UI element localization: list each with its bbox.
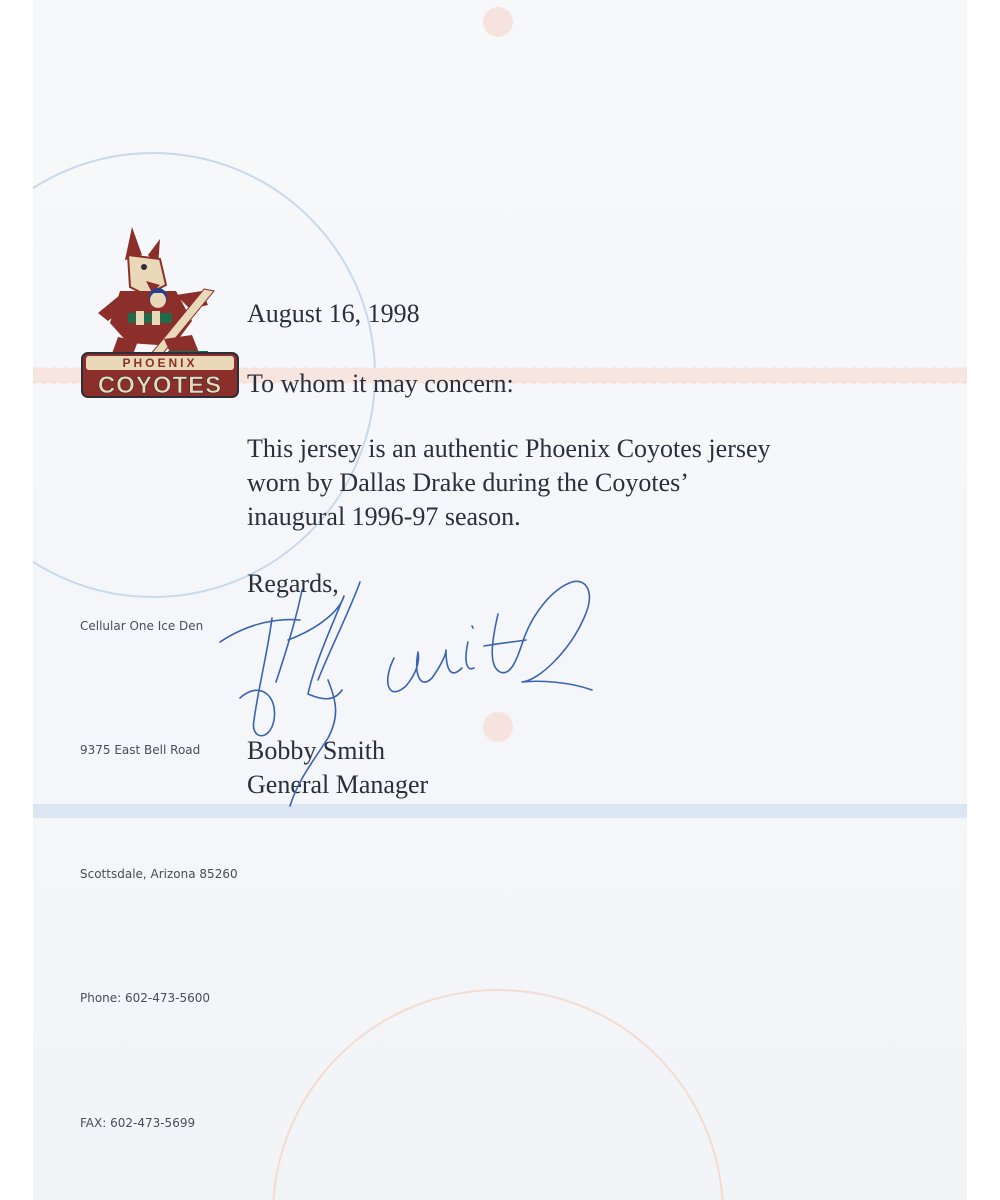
wordmark-bottom: COYOTES xyxy=(97,372,223,399)
signer-name: Bobby Smith xyxy=(247,736,385,765)
faceoff-dot-top xyxy=(483,7,513,37)
body-line-1: This jersey is an authentic Phoenix Coyotes jersey xyxy=(247,434,771,463)
handwritten-signature xyxy=(210,570,630,810)
team-logo xyxy=(80,225,240,400)
signer-title: General Manager xyxy=(247,770,429,799)
body-line-3: inaugural 1996-97 season. xyxy=(247,502,521,531)
address-line-street: 9375 East Bell Road xyxy=(80,743,201,757)
faceoff-circle-bottom xyxy=(273,990,723,1200)
closing: Regards, xyxy=(247,569,339,598)
salutation: To whom it may concern: xyxy=(247,369,514,398)
address-line-phone: Phone: 602-473-5600 xyxy=(80,991,211,1005)
address-line-city: Scottsdale, Arizona 85260 xyxy=(80,867,238,881)
wordmark-top: PHOENIX xyxy=(122,356,198,370)
address-line-venue: Cellular One Ice Den xyxy=(80,619,204,633)
body-line-2: worn by Dallas Drake during the Coyotes’ xyxy=(247,468,689,497)
letter-date: August 16, 1998 xyxy=(247,299,420,328)
address-line-fax: FAX: 602-473-5699 xyxy=(80,1116,196,1130)
kachina-coyote-logo xyxy=(98,227,214,359)
body-paragraph xyxy=(247,432,847,534)
letterhead-page xyxy=(33,0,967,1200)
